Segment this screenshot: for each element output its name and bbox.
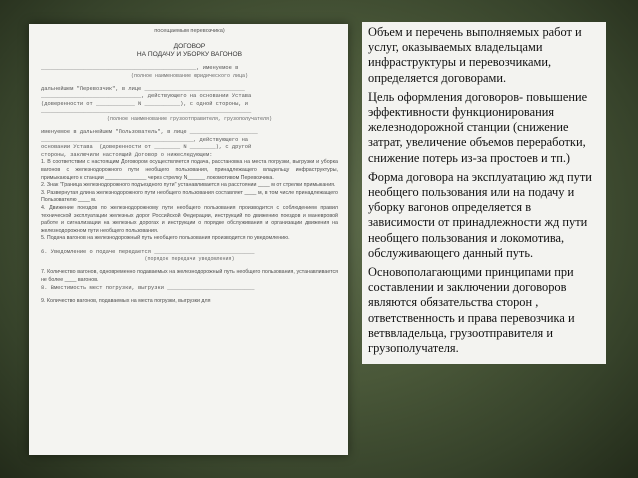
document-paragraph: 3. Развернутая длина железнодорожного пути необщего пользования составляет ____ м, в том числе принадлежащего Пользователю ____ м.	[41, 189, 338, 204]
document-line: _______________________________________________, действующего на	[41, 136, 249, 143]
text-paragraph-form: Форма договора на эксплуатацию жд пути необщего пользования или на подачу и уборку вагонов определяется в зависимости от принадлежности жд пути необщего пользования и локомотива, обслуживающего данный путь.	[368, 169, 592, 260]
document-caption: (полное наименование грузоотправителя, грузополучателя)	[106, 115, 273, 122]
document-line: _______________________________, действующего на основании Устава	[41, 93, 252, 100]
document-paragraph: 4. Движение поездов по железнодорожному пути необщего пользования производится с соблюдением правил технической эксплуатации железных дорог Российской Федерации, инструкций по движению поездов и маневровой работе и сигнализации на железных дорогах и инструкции о порядке обслуживания и организации движения на железнодорожном пути необщего пользования.	[41, 204, 338, 234]
document-line: 8. Вместимость мест погрузки, выгрузки ___________________________	[41, 284, 255, 291]
document-line: именуемое в дальнейшем "Пользователь", в лице _____________________	[41, 128, 258, 135]
document-paragraph: 1. В соответствии с настоящим Договором осуществляется подача, расстановка на места погрузки, выгрузки и уборка вагонов с железнодорожного пути необщего пользования, принадлежащего владельцу инфраструктуры, примыкающего к станции ______________ через стрелку N______ локомотивом Перевозчика.	[41, 159, 338, 181]
document-line: стороны, заключили настоящий Договор о нижеследующем:	[41, 151, 213, 158]
text-panel	[362, 22, 606, 364]
text-paragraph-scope: Объем и перечень выполняемых работ и услуг, оказываемых владельцами инфраструктуры и перевозчиками, определяется договорами.	[368, 25, 582, 85]
document-line: (доверенности от ____________ N ___________), с одной стороны, и	[41, 100, 249, 107]
document-paragraph: 9. Количество вагонов, подаваемых на места погрузки, выгрузки для	[41, 298, 211, 305]
document-title	[41, 43, 338, 59]
document-caption: (порядок передачи уведомления)	[144, 256, 235, 263]
document-caption: (полное наименование юридического лица)	[130, 72, 249, 79]
document-top-note: посещаемым перевозчика)	[154, 28, 225, 34]
text-paragraph-principles: Основополагающими принципами при составлении и заключении договоров являются обязательства сторон , ответственность и права перевозчика и ветввладельца, грузоотправителя и грузополучателя.	[368, 265, 575, 356]
document-line: дальнейшем "Перевозчик", в лице _______________________________	[41, 85, 245, 92]
document-paragraph: 5. Подача вагонов на железнодорожный путь необщего пользования производится по уведомлению.	[41, 235, 290, 242]
document-line: ________________________________________________, именуемое в	[41, 65, 239, 71]
document-line: _________________________________________________________________	[41, 108, 252, 115]
document-paragraph: 7. Количество вагонов, одновременно подаваемых на железнодорожный путь необщего пользования, устанавливается не более ____ вагонов.	[41, 269, 338, 284]
document-title-line1: ДОГОВОР	[173, 43, 206, 50]
document-line: основании Устава (доверенности от ________ N ________), с другой	[41, 144, 252, 151]
contract-document-content	[29, 24, 348, 455]
text-paragraph-goal: Цель оформления договоров- повышение эффективности функционирования железнодорожной станции (снижение затрат, увеличение объемов переработки, снижение потерь из-за простоев и тп.)	[368, 89, 588, 165]
document-paragraph: 2. Знак "Граница железнодорожного подъездного пути" устанавливается на расстоянии ____ м от стрелки примыкания.	[41, 182, 336, 189]
contract-document-image	[29, 24, 348, 455]
document-title-line2: НА ПОДАЧУ И УБОРКУ ВАГОНОВ	[136, 51, 243, 58]
document-line: 6. Уведомление о подаче передается _______________________________	[41, 248, 255, 255]
